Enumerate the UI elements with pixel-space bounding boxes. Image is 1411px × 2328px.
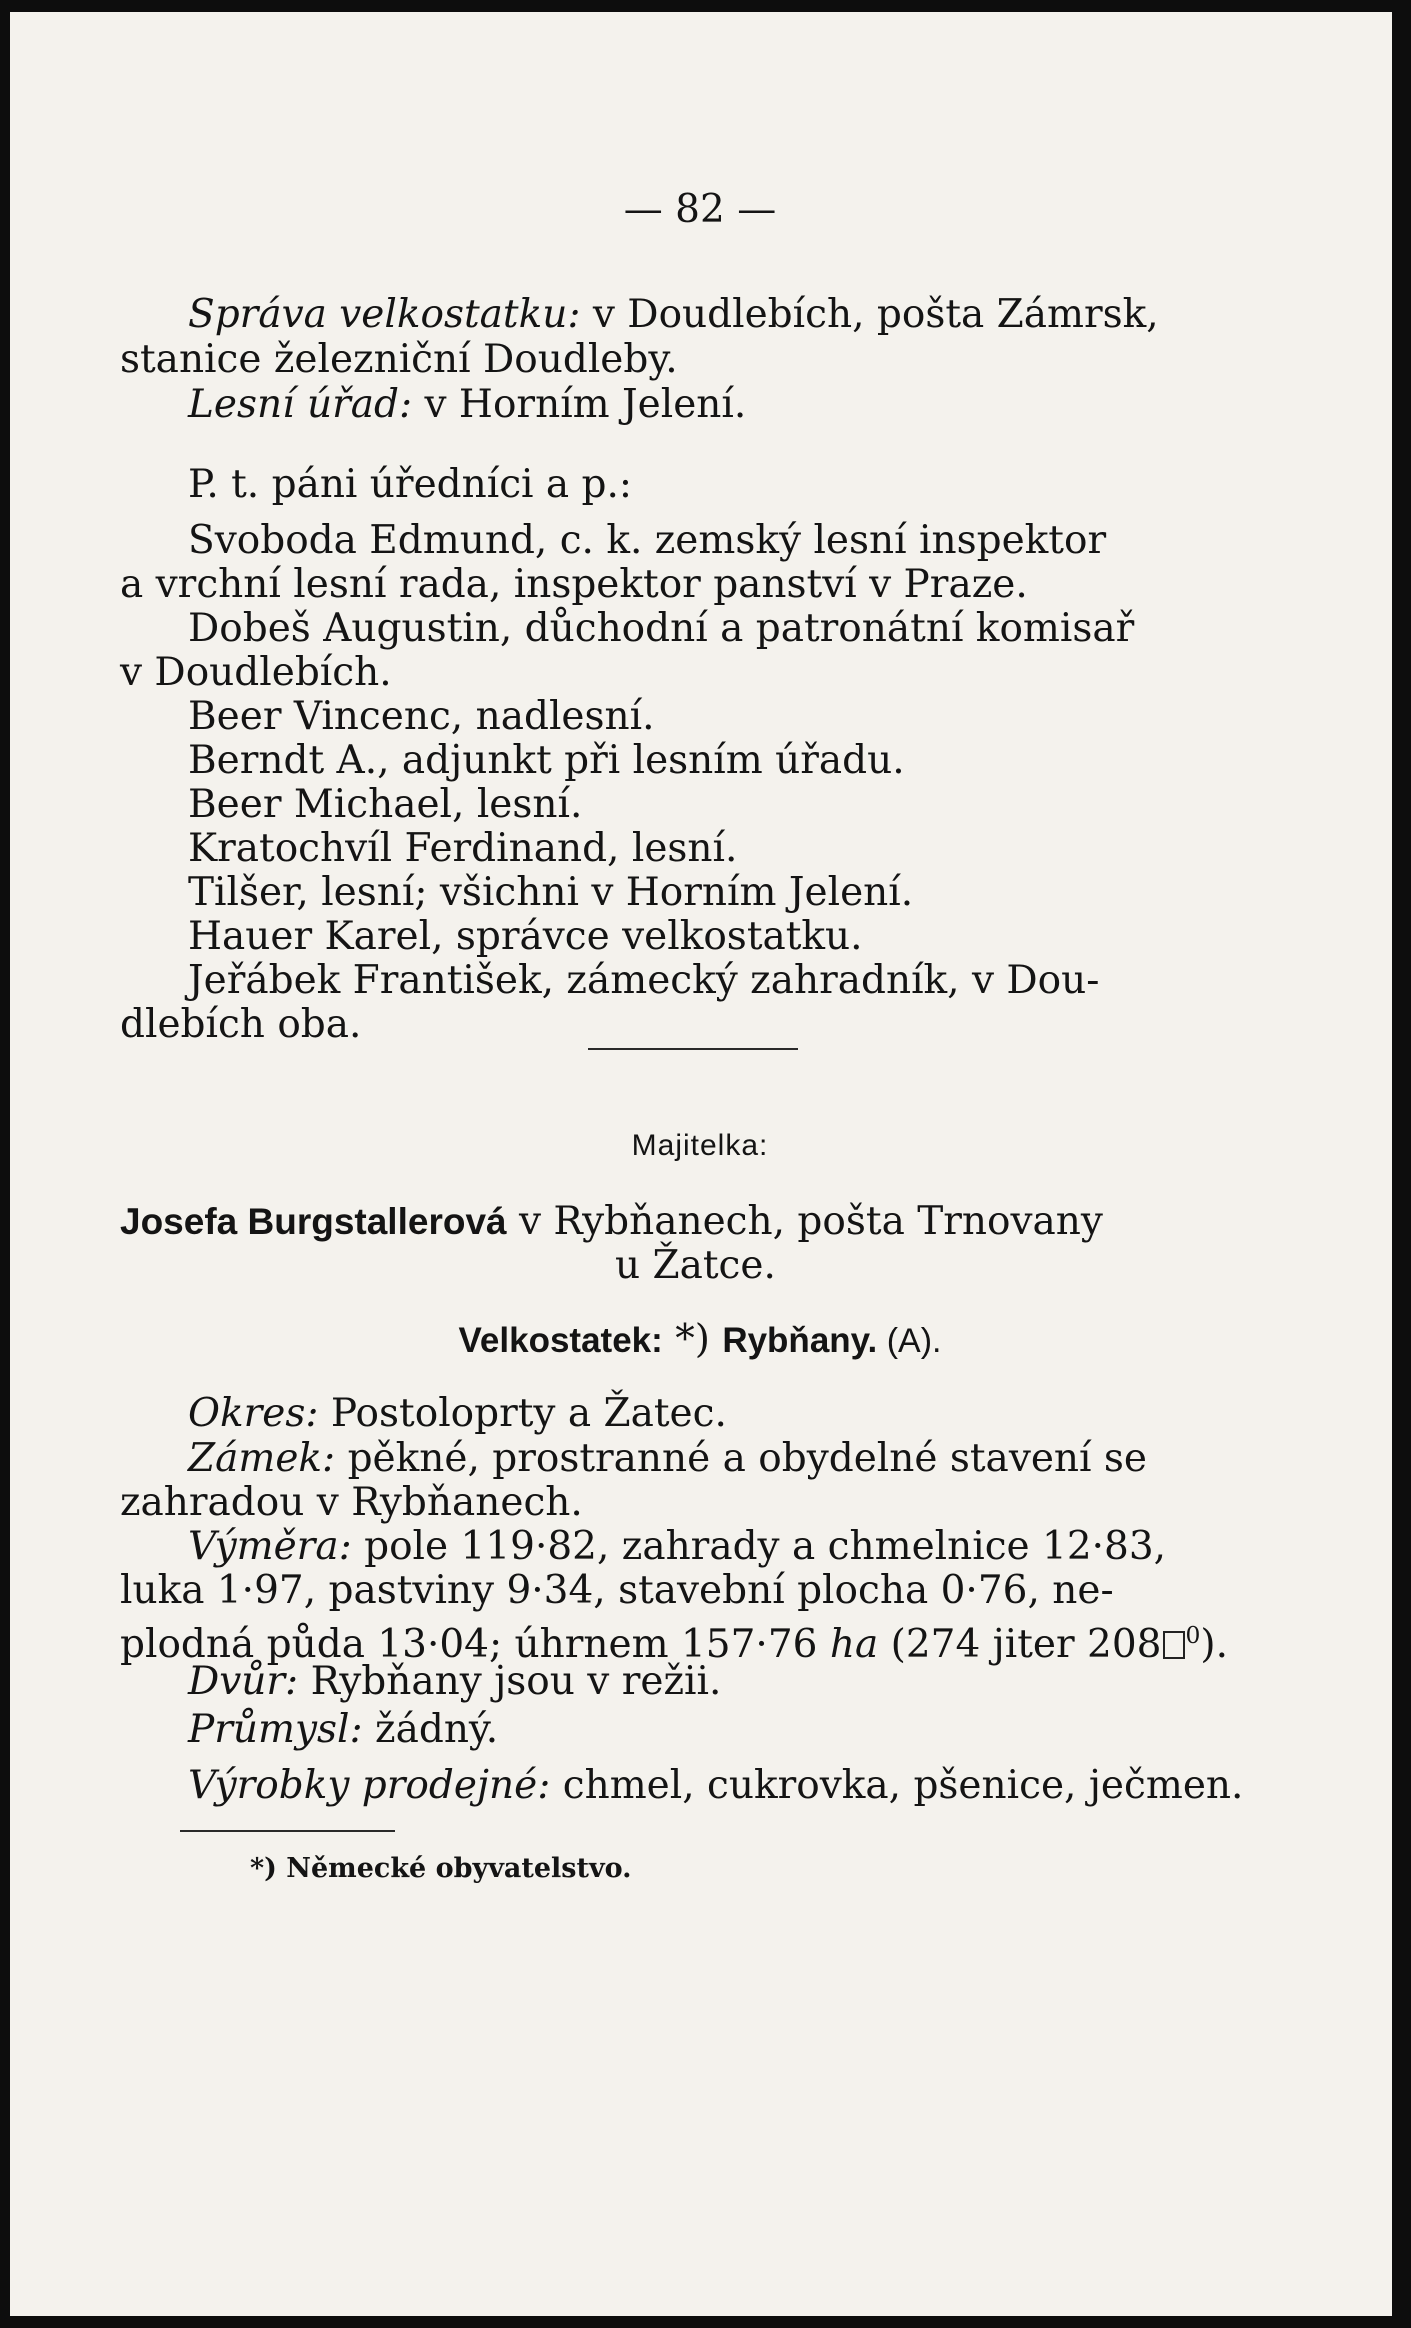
owner-address: v Rybňanech, pošta Trnovany — [506, 1199, 1103, 1244]
section-divider — [588, 1048, 798, 1050]
official-line: Hauer Karel, správce velkostatku. — [188, 914, 863, 959]
owner-heading: Majitelka: — [631, 1129, 769, 1162]
okres-text: Postoloprty a Žatec. — [318, 1391, 727, 1436]
sprava-line — [188, 293, 1204, 337]
dvur-line — [188, 1660, 721, 1704]
officials-heading: P. t. páni úředníci a p.: — [188, 462, 633, 507]
lesni-text: v Horním Jelení. — [412, 382, 747, 427]
footnote-rule — [180, 1830, 395, 1832]
vymera-part: (274 jiter 208 — [878, 1622, 1162, 1667]
prumysl-label: Průmysl: — [188, 1707, 363, 1752]
estate-title-bold: Velkostatek: — [458, 1321, 663, 1360]
page-number: — 82 — — [623, 187, 777, 232]
lesni-line — [188, 383, 746, 427]
dvur-text: Rybňany jsou v režii. — [298, 1659, 722, 1704]
zamek-line — [188, 1437, 1204, 1481]
vymera-line-2: luka 1·97, pastviny 9·34, stavební plocha 0·76, ne- — [120, 1568, 1114, 1613]
official-line: Tilšer, lesní; všichni v Horním Jelení. — [188, 870, 914, 915]
lesni-label: Lesní úřad: — [188, 382, 413, 427]
okres-line — [188, 1392, 727, 1436]
prumysl-text: žádný. — [362, 1707, 499, 1752]
zamek-text: pěkné, prostranné a obydelné stavení se — [335, 1436, 1148, 1481]
zamek-label: Zámek: — [188, 1436, 336, 1481]
footnote-mark: *) — [662, 1317, 723, 1362]
degree-mark: 0 — [1185, 1621, 1201, 1649]
owner-address-cont: u Žatce. — [615, 1243, 776, 1288]
vymera-label: Výměra: — [188, 1524, 352, 1569]
estate-name: Rybňany. — [722, 1321, 878, 1360]
estate-title — [210, 1318, 1190, 1363]
prumysl-line — [188, 1708, 498, 1752]
vymera-line — [188, 1525, 1204, 1569]
official-line: Beer Vincenc, nadlesní. — [188, 694, 655, 739]
vyrobky-text: chmel, cukrovka, pšenice, ječmen. — [550, 1763, 1244, 1808]
sprava-cont: stanice železniční Doudleby. — [120, 337, 678, 382]
official-line: a vrchní lesní rada, inspektor panství v Praze. — [120, 562, 1028, 607]
square-fathom-icon — [1163, 1631, 1185, 1659]
zamek-cont: zahradou v Rybňanech. — [120, 1480, 583, 1525]
hectare-unit: ha — [829, 1622, 879, 1667]
official-line: Dobeš Augustin, důchodní a patronátní komisař — [188, 606, 1135, 651]
vymera-part: ). — [1200, 1622, 1228, 1667]
owner-line — [120, 1200, 1204, 1244]
official-line: v Doudlebích. — [120, 650, 392, 695]
official-line: Jeřábek František, zámecký zahradník, v Dou- — [188, 958, 1100, 1003]
owner-name: Josefa Burgstallerová — [120, 1201, 507, 1242]
official-line: Kratochvíl Ferdinand, lesní. — [188, 826, 738, 871]
dvur-label: Dvůr: — [188, 1659, 299, 1704]
official-line: Berndt A., adjunkt při lesním úřadu. — [188, 738, 905, 783]
vyrobky-label: Výrobky prodejné: — [188, 1763, 551, 1808]
official-line: dlebích oba. — [120, 1002, 362, 1047]
official-line: Svoboda Edmund, c. k. zemský lesní inspektor — [188, 518, 1107, 563]
sprava-label: Správa velkostatku: — [188, 292, 581, 337]
vymera-text: pole 119·82, zahrady a chmelnice 12·83, — [351, 1524, 1167, 1569]
okres-label: Okres: — [188, 1391, 319, 1436]
official-line: Beer Michael, lesní. — [188, 782, 583, 827]
sprava-text: v Doudlebích, pošta Zámrsk, — [580, 292, 1159, 337]
vymera-part: plodná půda 13·04; úhrnem 157·76 — [120, 1622, 830, 1667]
vyrobky-line — [188, 1763, 1244, 1808]
estate-class: (A). — [877, 1322, 942, 1360]
book-page — [10, 12, 1392, 2316]
footnote: *) Německé obyvatelstvo. — [250, 1853, 632, 1884]
